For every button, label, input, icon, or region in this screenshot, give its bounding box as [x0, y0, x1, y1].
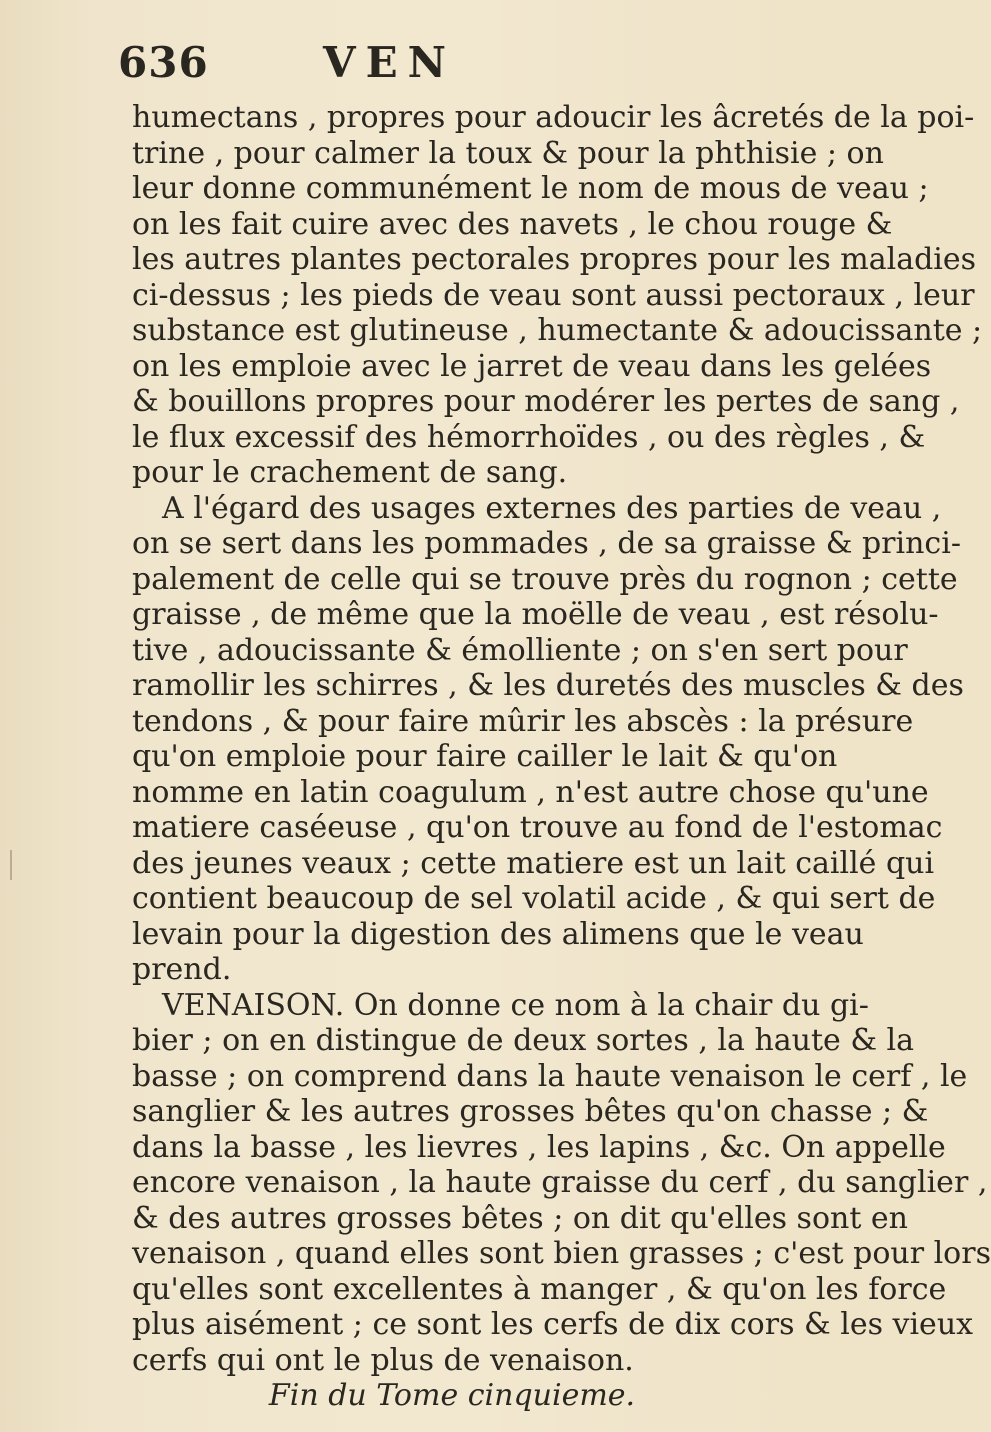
text-line: on les fait cuire avec des navets , le chou rouge & — [132, 206, 893, 242]
closing-line: Fin du Tome cinquieme. — [268, 1378, 636, 1413]
text-line: leur donne communément le nom de mous de veau ; — [132, 171, 929, 206]
text-line: encore venaison , la haute graisse du cerf , du sanglier , — [132, 1165, 988, 1200]
text-line: palement de celle qui se trouve près du rognon ; cette — [132, 561, 958, 597]
text-line: contient beaucoup de sel volatil acide , & qui sert de — [132, 881, 936, 916]
text-line: ci-dessus ; les pieds de veau sont aussi pectoraux , leur — [132, 277, 975, 313]
text-line: A l'égard des usages externes des parties de veau , — [162, 490, 942, 526]
text-line: on les emploie avec le jarret de veau dans les gelées — [132, 348, 932, 384]
running-head: VEN — [323, 38, 456, 87]
text-line: humectans , propres pour adoucir les âcretés de la poi- — [132, 100, 975, 135]
text-line: on se sert dans les pommades , de sa graisse & princi- — [132, 526, 961, 561]
text-line: & des autres grosses bêtes ; on dit qu'elles sont en — [132, 1200, 909, 1236]
text-line: levain pour la digestion des alimens que le veau — [132, 916, 864, 952]
text-line: pour le crachement de sang. — [132, 455, 568, 490]
text-line: trine , pour calmer la toux & pour la phthisie ; on — [132, 135, 884, 171]
text-line: ramollir les schirres , & les duretés des muscles & des — [132, 668, 964, 703]
text-line: dans la basse , les lievres , les lapins , &c. On appelle — [132, 1129, 946, 1165]
text-line: nomme en latin coagulum , n'est autre chose qu'une — [132, 774, 929, 810]
page-header — [118, 38, 718, 98]
text-line: & bouillons propres pour modérer les pertes de sang , — [132, 384, 960, 419]
text-line: sanglier & les autres grosses bêtes qu'on chasse ; & — [132, 1094, 929, 1129]
text-line: prend. — [132, 952, 232, 987]
text-line: basse ; on comprend dans la haute venaison le cerf , le — [132, 1058, 968, 1094]
text-line: qu'elles sont excellentes à manger , & qu'on les force — [132, 1271, 947, 1307]
text-line: des jeunes veaux ; cette matiere est un lait caillé qui — [132, 845, 935, 881]
entry-heading-line: VENAISON. On donne ce nom à la chair du gi- — [162, 987, 869, 1023]
text-line: venaison , quand elles sont bien grasses ; c'est pour lors — [132, 1236, 991, 1271]
text-line: tive , adoucissante & émolliente ; on s'en sert pour — [132, 632, 908, 668]
text-line: bier ; on en distingue de deux sortes , la haute & la — [132, 1023, 915, 1058]
text-line: substance est glutineuse , humectante & adoucissante ; — [132, 313, 983, 348]
text-line: plus aisément ; ce sont les cerfs de dix cors & les vieux — [132, 1307, 974, 1342]
text-line: cerfs qui ont le plus de venaison. — [132, 1342, 634, 1378]
text-line: le flux excessif des hémorrhoïdes , ou des règles , & — [132, 419, 926, 455]
text-line: tendons , & pour faire mûrir les abscès : la présure — [132, 703, 914, 739]
text-line: matiere caséeuse , qu'on trouve au fond de l'estomac — [132, 810, 943, 845]
text-line: les autres plantes pectorales propres pour les maladies — [132, 242, 977, 277]
text-line: graisse , de même que la moëlle de veau , est résolu- — [132, 597, 939, 632]
text-line: qu'on emploie pour faire cailler le lait & qu'on — [132, 739, 838, 774]
body-text — [132, 100, 991, 1414]
page-number: 636 — [118, 38, 209, 87]
margin-mark — [10, 850, 12, 880]
